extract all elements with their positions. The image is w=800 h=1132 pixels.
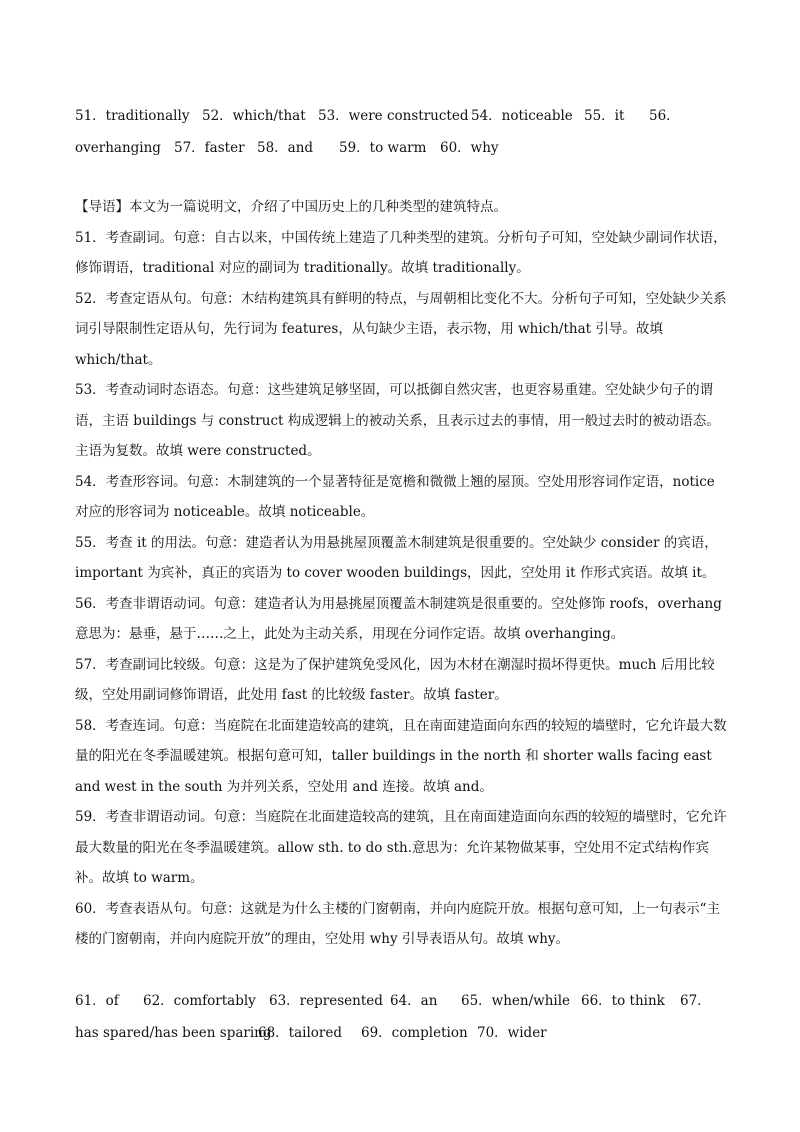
answer-67-number: 67． <box>680 993 711 1009</box>
answer-line <box>75 132 735 164</box>
answer-line <box>75 985 735 1017</box>
answer-61: 61．of <box>75 993 119 1009</box>
answer-63: 63．represented <box>269 993 383 1009</box>
answer-70: 70．wider <box>477 1025 547 1041</box>
answer-53: 53．were constructed <box>318 108 469 124</box>
answer-52: 52．which/that <box>202 108 306 124</box>
answer-62: 62．comfortably <box>143 993 256 1009</box>
answer-67: has spared/has been sparing <box>75 1025 272 1041</box>
answer-key-61-70 <box>75 985 735 1049</box>
explanation-59: 59．考查非谓语动词。句意：当庭院在北面建造较高的建筑，且在南面建造面向东西的较短的墙壁时，它允许最大数量的阳光在冬季温暖建筑。allow sth. to do sth.意思为：允许某物做某事，空处用不定式结构作宾补。故填 to warm。 <box>75 809 727 886</box>
explanation-58: 58．考查连词。句意：当庭院在北面建造较高的建筑，且在南面建造面向东西的较短的墙壁时，它允许最大数量的阳光在冬季温暖建筑。根据句意可知，taller buildings in the north 和 shorter walls facing east and west in the south 为并列关系，空处用 and 连接。故填 and。 <box>75 717 727 795</box>
answer-60: 60．why <box>440 140 499 156</box>
answer-68: 68．tailored <box>258 1025 342 1041</box>
explanation-54: 54．考查形容词。句意：木制建筑的一个显著特征是宽檐和微微上翘的屋顶。空处用形容词作定语，notice 对应的形容词为 noticeable。故填 noticeable。 <box>75 473 715 520</box>
explanation-56: 56．考查非谓语动词。句意：建造者认为用悬挑屋顶覆盖木制建筑是很重要的。空处修饰 roofs，overhang 意思为：悬垂，悬于……之上，此处为主动关系，用现在分词作定语。故填 overhanging。 <box>75 595 722 642</box>
answer-66: 66．to think <box>581 993 665 1009</box>
explanation-57: 57．考查副词比较级。句意：这是为了保护建筑免受风化，因为木材在潮湿时损坏得更快。much 后用比较级，空处用副词修饰谓语，此处用 fast 的比较级 faster。故填 faster。 <box>75 656 715 703</box>
answer-65: 65．when/while <box>461 993 571 1009</box>
answer-51: 51．traditionally <box>75 108 190 124</box>
answer-line <box>75 1017 735 1049</box>
explanations <box>75 192 730 955</box>
answer-57: 57．faster <box>174 140 245 156</box>
guide-paragraph: 【导语】本文为一篇说明文，介绍了中国历史上的几种类型的建筑特点。 <box>75 199 507 215</box>
answer-54: 54．noticeable <box>471 108 573 124</box>
explanation-52: 52．考查定语从句。句意：木结构建筑具有鲜明的特点，与周朝相比变化不大。分析句子可知，空处缺少关系词引导限制性定语从句，先行词为 features，从句缺少主语，表示物，用 which/that 引导。故填 which/that。 <box>75 290 727 368</box>
explanation-55: 55．考查 it 的用法。句意：建造者认为用悬挑屋顶覆盖木制建筑是很重要的。空处缺少 consider 的宾语，important 为宾补，真正的宾语为 to cover wooden buildings，因此，空处用 it 作形式宾语。故填 it。 <box>75 534 718 581</box>
explanation-60: 60．考查表语从句。句意：这就是为什么主楼的门窗朝南，并向内庭院开放。根据句意可知，上一句表示“主楼的门窗朝南，并向内庭院开放”的理由，空处用 why 引导表语从句。故填 why。 <box>75 900 721 947</box>
answer-58: 58．and <box>257 140 314 156</box>
answer-69: 69．completion <box>361 1025 468 1041</box>
explanation-53: 53．考查动词时态语态。句意：这些建筑足够坚固，可以抵御自然灾害，也更容易重建。空处缺少句子的谓语，主语 buildings 与 construct 构成逻辑上的被动关系，且表示过去的事情，用一般过去时的被动语态。主语为复数。故填 were constructed。 <box>75 382 720 459</box>
answer-56: overhanging <box>75 140 161 156</box>
explanation-51: 51．考查副词。句意：自古以来，中国传统上建造了几种类型的建筑。分析句子可知，空处缺少副词作状语，修饰谓语，traditional 对应的副词为 traditionally。故填 traditionally。 <box>75 229 727 276</box>
answer-55: 55．it <box>584 108 625 124</box>
answer-59: 59．to warm <box>339 140 427 156</box>
answer-line <box>75 100 735 132</box>
answer-56-number: 56． <box>649 108 680 124</box>
answer-64: 64．an <box>390 993 438 1009</box>
answer-key-51-60 <box>75 100 735 164</box>
